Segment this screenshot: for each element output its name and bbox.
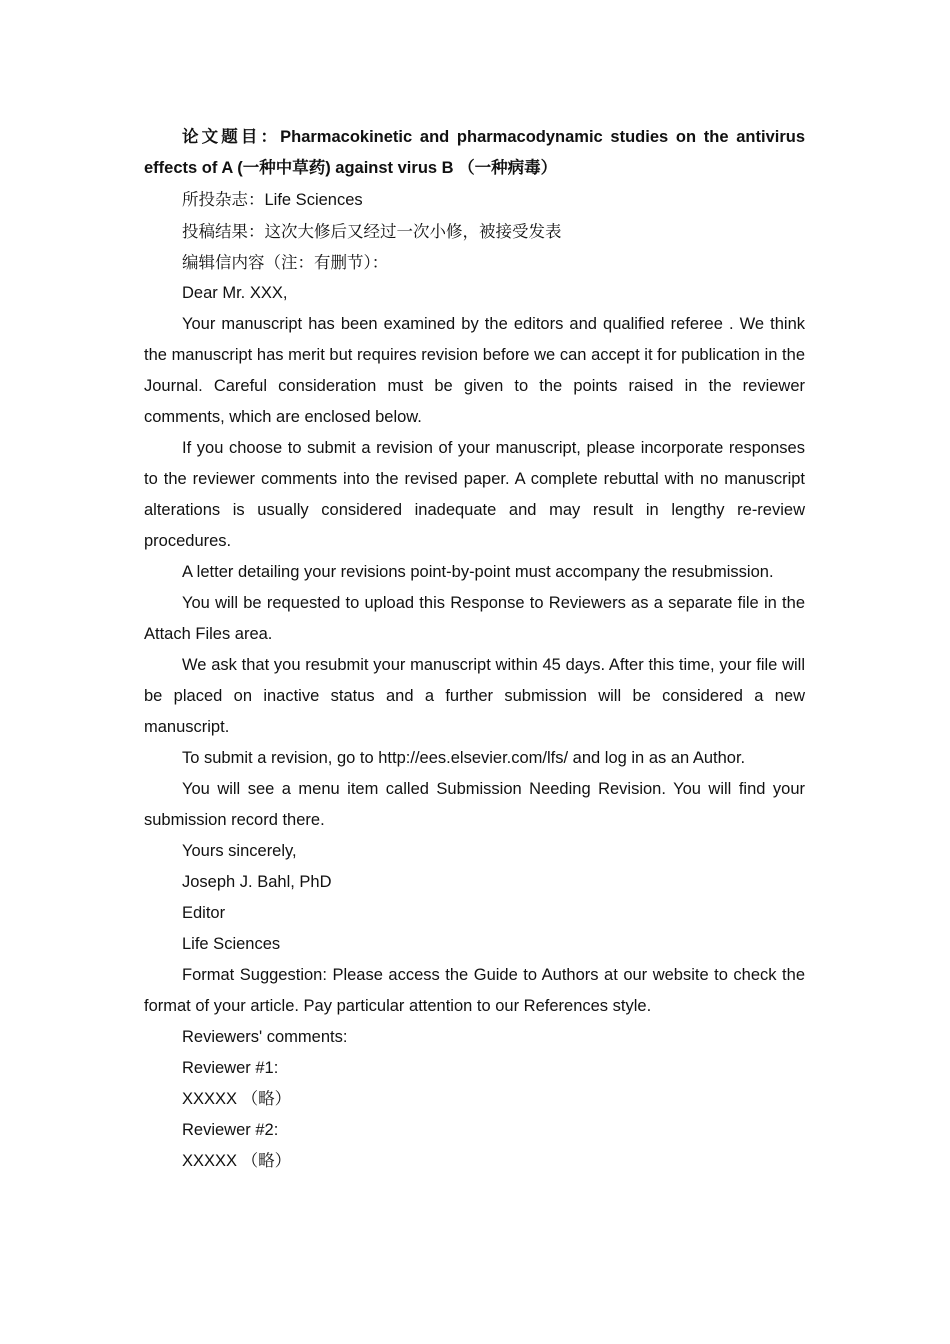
- result-value: 这次大修后又经过一次小修，被接受发表: [264, 222, 562, 241]
- letter-heading: 编辑信内容（注：有删节）：: [182, 253, 389, 272]
- paper-title: [144, 121, 805, 184]
- reviewer-1-label: Reviewer #1:: [182, 1059, 279, 1077]
- document-body: [144, 121, 805, 1177]
- result-label: 投稿结果：: [182, 222, 265, 241]
- letter-paragraph-1: Your manuscript has been examined by the editors and qualified referee . We think the manuscript has merit but requires revision before we can accept it for publication in the Journal. Careful consideration must be given to the points raised in the reviewer comments, which are enclosed below.: [144, 315, 805, 426]
- title-text: Pharmacokinetic and pharmacodynamic studies on the antivirus effects of A (一种中草药) against virus B （一种病毒）: [144, 128, 806, 177]
- journal-value: Life Sciences: [264, 191, 363, 209]
- letter-paragraph-7: You will see a menu item called Submission Needing Revision. You will find your submission record there.: [144, 780, 805, 829]
- title-label: 论文题目：: [182, 127, 281, 146]
- signer-name: Joseph J. Bahl, PhD: [182, 873, 332, 891]
- journal-label: 所投杂志：: [182, 190, 265, 209]
- letter-paragraph-6: To submit a revision, go to http://ees.elsevier.com/lfs/ and log in as an Author.: [182, 749, 746, 767]
- result-line: [144, 216, 805, 247]
- signer-role: Editor: [182, 904, 226, 922]
- letter-paragraph-2: If you choose to submit a revision of your manuscript, please incorporate responses to the reviewer comments into the revised paper. A complete rebuttal with no manuscript alterations is usually considered inadequate and may result in lengthy re-review procedures.: [144, 439, 805, 550]
- journal-line: [144, 184, 805, 216]
- letter-paragraph-4: You will be requested to upload this Response to Reviewers as a separate file in the Attach Files area.: [144, 594, 805, 643]
- letter-paragraph-3: A letter detailing your revisions point-by-point must accompany the resubmission.: [182, 563, 774, 581]
- letter-paragraph-5: We ask that you resubmit your manuscript within 45 days. After this time, your file will be placed on inactive status and a further submission will be considered a new manuscript.: [144, 656, 805, 736]
- salutation: Dear Mr. XXX,: [182, 284, 288, 302]
- closing: Yours sincerely,: [182, 842, 297, 860]
- format-suggestion: Format Suggestion: Please access the Guide to Authors at our website to check the format of your article. Pay particular attention to our References style.: [144, 966, 805, 1015]
- reviewers-heading: Reviewers' comments:: [182, 1028, 348, 1046]
- reviewer-1-comment: XXXXX （略）: [182, 1090, 292, 1108]
- reviewer-2-comment: XXXXX （略）: [182, 1152, 292, 1170]
- reviewer-2-label: Reviewer #2:: [182, 1121, 279, 1139]
- signer-journal: Life Sciences: [182, 935, 281, 953]
